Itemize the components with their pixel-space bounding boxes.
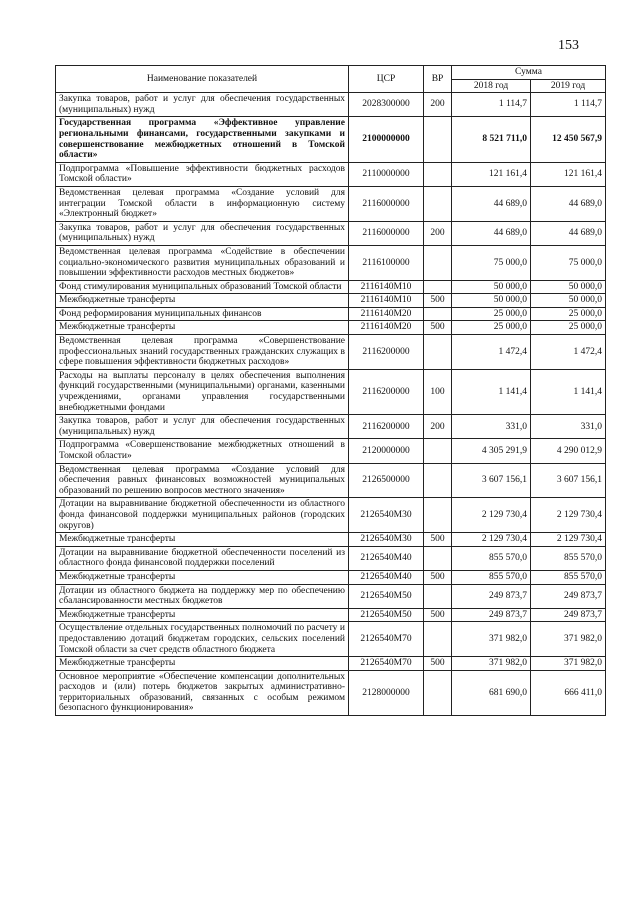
- cell-name: Дотации на выравнивание бюджетной обеспеченности из областного фонда финансовой поддержки муниципальных районов (городских округов): [56, 498, 349, 533]
- page-number: 153: [558, 38, 579, 53]
- cell-2019: 371 982,0: [531, 657, 606, 671]
- cell-vr: [424, 186, 452, 221]
- cell-2019: 50 000,0: [531, 294, 606, 308]
- cell-2019: 249 873,7: [531, 608, 606, 622]
- cell-name: Ведомственная целевая программа «Создание условий для интеграции Томской области в информационную систему «Электронный бюджет»: [56, 186, 349, 221]
- cell-2018: 681 690,0: [452, 670, 531, 715]
- cell-2019: 1 472,4: [531, 335, 606, 370]
- cell-vr: 200: [424, 93, 452, 117]
- cell-name: Расходы на выплаты персоналу в целях обеспечения выполнения функций государственными (муниципальными) органами, казенными учреждениями, органами управления государственными внебюджетными фондами: [56, 369, 349, 414]
- cell-2019: 50 000,0: [531, 280, 606, 294]
- cell-vr: [424, 463, 452, 498]
- cell-vr: [424, 439, 452, 463]
- table-row: [56, 369, 606, 414]
- cell-csr: 2116000000: [349, 221, 424, 245]
- cell-csr: 2126540M30: [349, 533, 424, 547]
- cell-2019: 3 607 156,1: [531, 463, 606, 498]
- cell-csr: 2116200000: [349, 335, 424, 370]
- cell-2019: 4 290 012,9: [531, 439, 606, 463]
- cell-2018: 25 000,0: [452, 307, 531, 321]
- cell-2019: 44 689,0: [531, 221, 606, 245]
- cell-name: Закупка товаров, работ и услуг для обеспечения государственных (муниципальных) нужд: [56, 415, 349, 439]
- cell-csr: 2110000000: [349, 162, 424, 186]
- cell-csr: 2126540M30: [349, 498, 424, 533]
- cell-csr: 2126540M70: [349, 622, 424, 657]
- cell-vr: 500: [424, 321, 452, 335]
- cell-csr: 2116000000: [349, 186, 424, 221]
- cell-vr: [424, 670, 452, 715]
- cell-name: Осуществление отдельных государственных полномочий по расчету и предоставлению дотаций бюджетам городских, сельских поселений Томской области за счет средств областного бюджета: [56, 622, 349, 657]
- cell-name: Подпрограмма «Совершенствование межбюджетных отношений в Томской области»: [56, 439, 349, 463]
- cell-name: Основное мероприятие «Обеспечение компенсации дополнительных расходов и (или) потерь бюджетов закрытых административно-территориальных образований, связанных с особым режимом безопасного функционирования»: [56, 670, 349, 715]
- cell-csr: 2100000000: [349, 117, 424, 162]
- header-csr: ЦСР: [349, 66, 424, 93]
- cell-vr: [424, 117, 452, 162]
- cell-vr: [424, 335, 452, 370]
- cell-vr: [424, 546, 452, 570]
- cell-2019: 371 982,0: [531, 622, 606, 657]
- table-row: [56, 584, 606, 608]
- cell-vr: 500: [424, 657, 452, 671]
- header-name: Наименование показателей: [56, 66, 349, 93]
- cell-2019: 855 570,0: [531, 546, 606, 570]
- cell-csr: 2126540M40: [349, 570, 424, 584]
- cell-name: Подпрограмма «Повышение эффективности бюджетных расходов Томской области»: [56, 162, 349, 186]
- cell-csr: 2120000000: [349, 439, 424, 463]
- cell-vr: [424, 622, 452, 657]
- table-row: [56, 221, 606, 245]
- cell-vr: 500: [424, 608, 452, 622]
- cell-csr: 2126540M50: [349, 584, 424, 608]
- table-row: [56, 335, 606, 370]
- cell-name: Закупка товаров, работ и услуг для обеспечения государственных (муниципальных) нужд: [56, 93, 349, 117]
- table-row: [56, 294, 606, 308]
- cell-name: Межбюджетные трансферты: [56, 570, 349, 584]
- cell-name: Межбюджетные трансферты: [56, 657, 349, 671]
- table-row: [56, 245, 606, 280]
- cell-vr: 200: [424, 415, 452, 439]
- cell-2019: 25 000,0: [531, 307, 606, 321]
- cell-csr: 2116200000: [349, 369, 424, 414]
- cell-name: Ведомственная целевая программа «Содействие в обеспечении социально-экономического развития муниципальных образований и повышении эффективности расходов местных бюджетов»: [56, 245, 349, 280]
- cell-csr: 2116100000: [349, 245, 424, 280]
- cell-2019: 1 114,7: [531, 93, 606, 117]
- table-row: [56, 608, 606, 622]
- cell-name: Межбюджетные трансферты: [56, 533, 349, 547]
- cell-csr: 2116140M10: [349, 280, 424, 294]
- table-row: [56, 321, 606, 335]
- table-row: [56, 280, 606, 294]
- cell-2019: 2 129 730,4: [531, 533, 606, 547]
- cell-vr: [424, 162, 452, 186]
- cell-name: Дотации из областного бюджета на поддержку мер по обеспечению сбалансированности местных бюджетов: [56, 584, 349, 608]
- cell-name: Фонд реформирования муниципальных финансов: [56, 307, 349, 321]
- table-row: [56, 546, 606, 570]
- cell-name: Ведомственная целевая программа «Создание условий для обеспечения равных финансовых возможностей муниципальных образований по решению вопросов местного значения»: [56, 463, 349, 498]
- cell-2018: 25 000,0: [452, 321, 531, 335]
- cell-2018: 44 689,0: [452, 186, 531, 221]
- table-row: [56, 670, 606, 715]
- cell-name: Дотации на выравнивание бюджетной обеспеченности поселений из областного фонда финансовой поддержки поселений: [56, 546, 349, 570]
- table-row: [56, 622, 606, 657]
- cell-2018: 4 305 291,9: [452, 439, 531, 463]
- cell-2018: 2 129 730,4: [452, 498, 531, 533]
- cell-vr: 500: [424, 533, 452, 547]
- cell-2018: 2 129 730,4: [452, 533, 531, 547]
- header-year-2019: 2019 год: [531, 79, 606, 93]
- cell-csr: 2126540M40: [349, 546, 424, 570]
- cell-name: Межбюджетные трансферты: [56, 321, 349, 335]
- cell-2018: 371 982,0: [452, 657, 531, 671]
- cell-name: Закупка товаров, работ и услуг для обеспечения государственных (муниципальных) нужд: [56, 221, 349, 245]
- cell-2018: 331,0: [452, 415, 531, 439]
- cell-name: Ведомственная целевая программа «Совершенствование профессиональных знаний государственных гражданских служащих в сфере повышения эффективности бюджетных расходов»: [56, 335, 349, 370]
- cell-vr: 200: [424, 221, 452, 245]
- cell-csr: 2128000000: [349, 670, 424, 715]
- cell-vr: 100: [424, 369, 452, 414]
- table-row: [56, 570, 606, 584]
- cell-csr: 2126540M50: [349, 608, 424, 622]
- table-row: [56, 93, 606, 117]
- cell-2018: 249 873,7: [452, 608, 531, 622]
- cell-2018: 75 000,0: [452, 245, 531, 280]
- table-row: [56, 498, 606, 533]
- cell-2018: 371 982,0: [452, 622, 531, 657]
- cell-2019: 666 411,0: [531, 670, 606, 715]
- cell-csr: 2116200000: [349, 415, 424, 439]
- cell-2019: 12 450 567,9: [531, 117, 606, 162]
- cell-2018: 121 161,4: [452, 162, 531, 186]
- cell-vr: [424, 307, 452, 321]
- cell-name: Фонд стимулирования муниципальных образований Томской области: [56, 280, 349, 294]
- cell-name: Межбюджетные трансферты: [56, 294, 349, 308]
- cell-csr: 2116140M20: [349, 307, 424, 321]
- cell-2018: 1 114,7: [452, 93, 531, 117]
- table-row: [56, 439, 606, 463]
- cell-2018: 855 570,0: [452, 570, 531, 584]
- cell-csr: 2028300000: [349, 93, 424, 117]
- cell-csr: 2116140M20: [349, 321, 424, 335]
- cell-2019: 2 129 730,4: [531, 498, 606, 533]
- cell-2019: 331,0: [531, 415, 606, 439]
- cell-2018: 3 607 156,1: [452, 463, 531, 498]
- cell-vr: 500: [424, 570, 452, 584]
- cell-2019: 75 000,0: [531, 245, 606, 280]
- cell-2019: 855 570,0: [531, 570, 606, 584]
- cell-2018: 50 000,0: [452, 294, 531, 308]
- cell-2018: 8 521 711,0: [452, 117, 531, 162]
- cell-2018: 1 472,4: [452, 335, 531, 370]
- cell-2018: 249 873,7: [452, 584, 531, 608]
- cell-2018: 855 570,0: [452, 546, 531, 570]
- cell-2019: 25 000,0: [531, 321, 606, 335]
- table-row: [56, 657, 606, 671]
- table-row: [56, 415, 606, 439]
- cell-vr: [424, 584, 452, 608]
- header-year-2018: 2018 год: [452, 79, 531, 93]
- table-row: [56, 186, 606, 221]
- cell-2019: 121 161,4: [531, 162, 606, 186]
- cell-2018: 44 689,0: [452, 221, 531, 245]
- cell-name: Межбюджетные трансферты: [56, 608, 349, 622]
- cell-csr: 2116140M10: [349, 294, 424, 308]
- cell-vr: [424, 498, 452, 533]
- cell-2019: 44 689,0: [531, 186, 606, 221]
- cell-csr: 2126500000: [349, 463, 424, 498]
- table-row: [56, 162, 606, 186]
- table-row: [56, 533, 606, 547]
- cell-csr: 2126540M70: [349, 657, 424, 671]
- cell-vr: [424, 245, 452, 280]
- cell-vr: 500: [424, 294, 452, 308]
- cell-2018: 1 141,4: [452, 369, 531, 414]
- table-row: [56, 307, 606, 321]
- cell-2019: 249 873,7: [531, 584, 606, 608]
- table-row: [56, 117, 606, 162]
- header-vr: ВР: [424, 66, 452, 93]
- cell-vr: [424, 280, 452, 294]
- table-body: [56, 93, 606, 716]
- cell-name: Государственная программа «Эффективное управление региональными финансами, государственными закупками и совершенствование межбюджетных отношений в Томской области»: [56, 117, 349, 162]
- cell-2018: 50 000,0: [452, 280, 531, 294]
- budget-table: [55, 65, 606, 716]
- cell-2019: 1 141,4: [531, 369, 606, 414]
- header-sum: Сумма: [452, 66, 606, 80]
- table-row: [56, 463, 606, 498]
